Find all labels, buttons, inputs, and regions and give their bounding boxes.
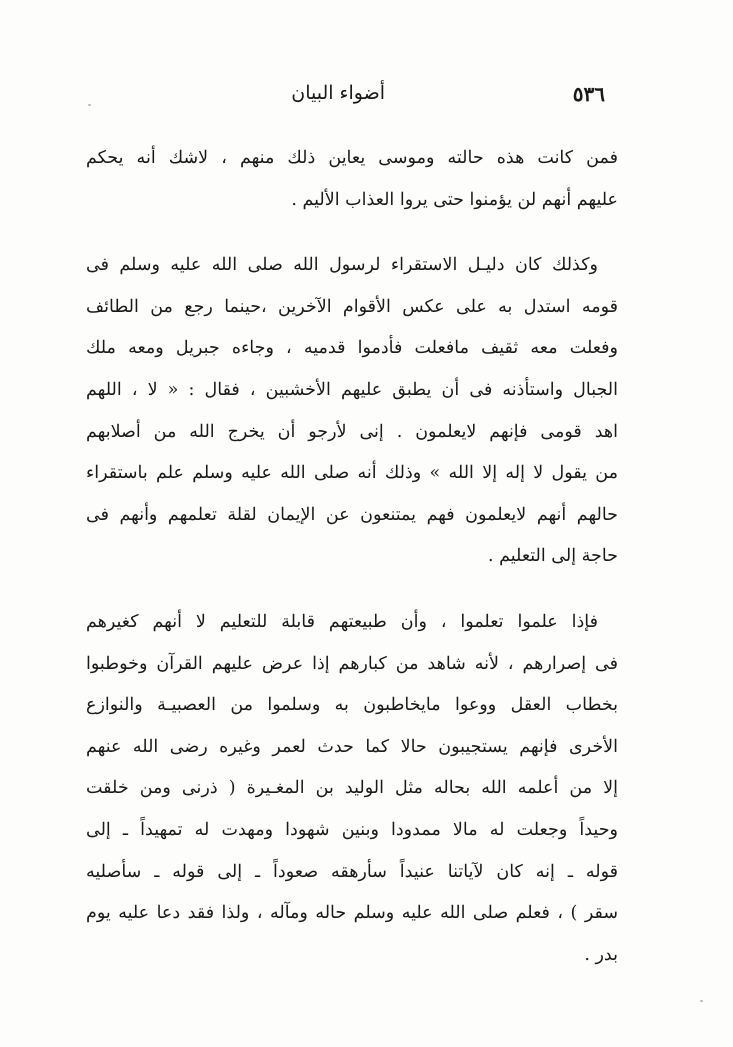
text-line: الجبال واستأذنه فى أن يطبق عليهم الأخشبين ، فقال : « لا ، اللهم: [86, 379, 618, 400]
text-line: الأخرى فإنهم يستجيبون حالا كما حدث لعمر وغيره رضى الله عنهم: [86, 736, 618, 757]
text-line: بخطاب العقل ووعوا مايخاطبون به وسلموا من العصبيـة والنوازع: [86, 695, 618, 716]
scan-speck: [88, 104, 91, 106]
paragraph-3: [86, 602, 618, 976]
text-line: حالهم أنهم لايعلمون فهم يمتنعون عن الإيمان لقلة تعلمهم وأنهم فى: [86, 504, 618, 525]
text-line: اهد قومى فإنهم لايعلمون . إنى لأرجو أن يخرج الله من أصلابهم: [86, 421, 618, 442]
page-number: ٥٣٦: [572, 82, 605, 106]
text-line: إلا من أعلمه الله بحاله مثل الوليد بن المغـيرة ( ذرنى ومن خلقت: [86, 778, 618, 799]
text-line: وفعلت معه ثقيف مافعلت فأدموا قدميه ، وجاءه جبريل ومعه ملك: [86, 338, 618, 359]
paragraph-2: [86, 245, 618, 578]
text-line: قوله ـ إنه كان لآياتنا عنيداً سأرهقه صعوداً ـ إلى قوله ـ سأصليه: [86, 861, 618, 882]
page-header: [88, 82, 605, 112]
text-line: بدر .: [584, 944, 618, 965]
running-title: أضواء البيان: [291, 82, 385, 104]
text-line: عليهم أنهم لن يؤمنوا حتى يروا العذاب الأليم .: [291, 189, 618, 210]
text-line: فمن كانت هذه حالته وموسى يعاين ذلك منهم ، لاشك أنه يحكم: [86, 148, 618, 168]
text-line: من يقول لا إله إلا الله » وذلك أنه صلى الله عليه وسلم علم باستقراء: [86, 463, 618, 484]
text-line: فإذا علموا تعلموا ، وأن طبيعتهم قابلة للتعليم لا أنهم كغيرهم: [86, 611, 598, 632]
scan-speck: [700, 1000, 703, 1002]
paragraph-1: [86, 138, 618, 221]
text-line: وكذلك كان دليـل الاستقراء لرسول الله صلى الله عليه وسلم فى: [86, 255, 598, 276]
text-line: فى إصرارهم ، لأنه شاهد من كبارهم إذا عرض عليهم القرآن وخوطبوا: [86, 653, 618, 674]
body-text: [86, 138, 618, 976]
text-line: سقر ) ، فعلم صلى الله عليه وسلم حاله ومآله ، ولذا فقد دعا عليه يوم: [86, 903, 618, 924]
text-line: قومه استدل به على عكس الأقوام الآخرين ،حينما رجع من الطائف: [86, 296, 618, 317]
text-line: حاجة إلى التعليم .: [487, 546, 618, 567]
text-line: وحيداً وجعلت له مالا ممدودا وبنين شهودا ومهدت له تمهيداً ـ إلى: [86, 819, 618, 840]
